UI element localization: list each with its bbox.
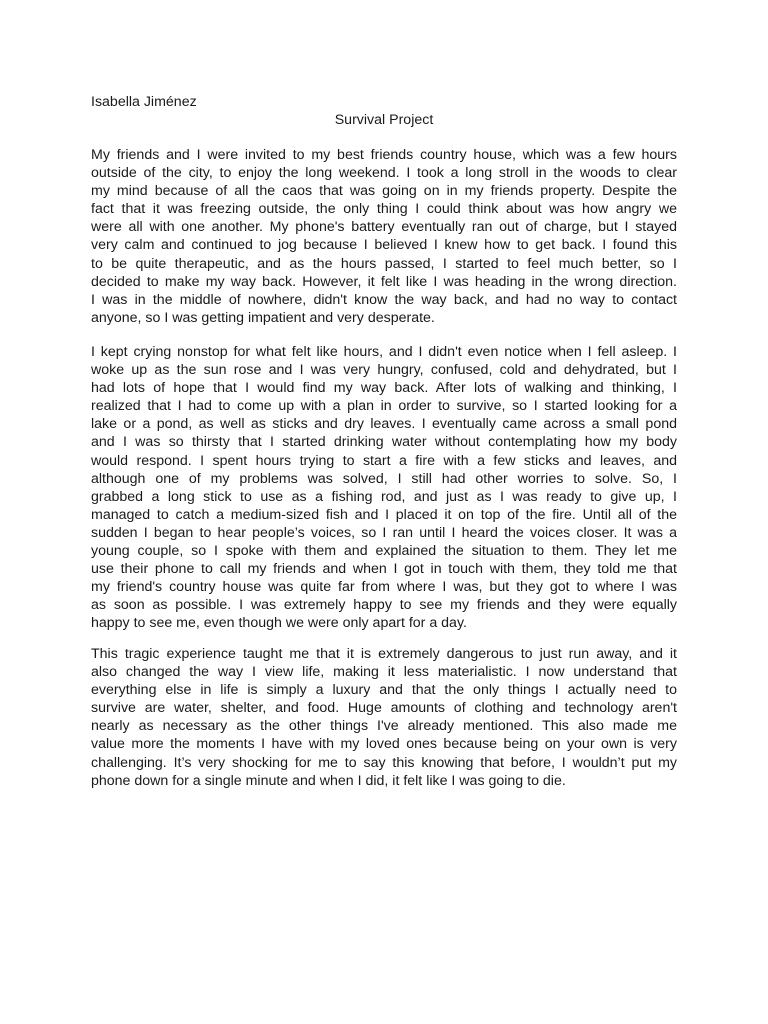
text-line xyxy=(91,452,677,470)
text-line xyxy=(91,273,677,291)
text-line xyxy=(91,291,677,309)
text-line-content: to be quite therapeutic, and as the hours passed, I started to feel much better, so I xyxy=(91,255,677,272)
text-line xyxy=(91,146,677,164)
text-line-content: had lots of hope that I would find my way back. After lots of walking and thinking, I xyxy=(91,380,677,397)
text-line-content: challenging. It’s very shocking for me to say this knowing that before, I wouldn’t put my xyxy=(91,754,677,771)
text-line-content: value more the moments I have with my loved ones because being on your own is very xyxy=(91,736,677,753)
text-line xyxy=(91,200,677,218)
text-line-content: I kept crying nonstop for what felt like hours, and I didn't even notice when I fell asleep. I xyxy=(91,344,677,360)
document-title xyxy=(0,112,768,129)
text-line-content: realized that I had to come up with a plan in order to survive, so I started looking for a xyxy=(91,398,677,415)
text-line-content: also changed the way I view life, making it less materialistic. I now understand that xyxy=(91,664,677,681)
paragraph-2 xyxy=(91,343,677,633)
text-line xyxy=(91,717,677,735)
text-line-content: outside of the city, to enjoy the long weekend. I took a long stroll in the woods to clear xyxy=(91,165,677,182)
text-line xyxy=(91,361,677,379)
text-line-content: as soon as possible. I was extremely happy to see my friends and they were equally xyxy=(91,597,677,614)
text-line xyxy=(91,663,677,681)
text-line-content: anyone, so I was getting impatient and very desperate. xyxy=(91,309,435,326)
text-line-content: My friends and I were invited to my best friends country house, which was a few hours xyxy=(91,147,677,163)
text-line xyxy=(91,415,677,433)
text-line xyxy=(91,699,677,717)
text-line-content: lake or a pond, as well as sticks and dry leaves. I eventually came across a small pond xyxy=(91,416,677,433)
text-line-content: were all with one another. My phone's battery eventually ran out of charge, but I stayed xyxy=(91,219,677,236)
text-line xyxy=(91,681,677,699)
text-line xyxy=(91,754,677,772)
text-line xyxy=(91,578,677,596)
author-name: Isabella Jiménez xyxy=(91,94,197,110)
text-line-content: woke up as the sun rose and I was very hungry, confused, cold and dehydrated, but I xyxy=(91,362,677,379)
text-line xyxy=(91,735,677,753)
text-line-content: use their phone to call my friends and when I got in touch with them, they told me that xyxy=(91,561,677,578)
text-line-content: I was in the middle of nowhere, didn't know the way back, and had no way to contact xyxy=(91,291,677,308)
text-line-content: grabbed a long stick to use as a fishing rod, and just as I was ready to give up, I xyxy=(91,488,677,505)
text-line-content: phone down for a single minute and when I did, it felt like I was going to die. xyxy=(91,772,566,789)
text-line-content: although one of my problems was solved, I still had other worries to solve. So, I xyxy=(91,470,677,487)
text-line-content: would respond. I spent hours trying to start a fire with a few sticks and leaves, and xyxy=(91,452,677,469)
text-line-content: my mind because of all the caos that was going on in my friends property. Despite the xyxy=(91,183,677,200)
text-line-content: my friend's country house was quite far from where I was, but they got to where I was xyxy=(91,579,677,596)
text-line xyxy=(91,488,677,506)
text-line-content: happy to see me, even though we were only apart for a day. xyxy=(91,615,467,632)
text-line xyxy=(91,772,677,790)
text-line-content: very calm and continued to jog because I believed I knew how to get back. I found this xyxy=(91,237,677,254)
text-line-content: decided to make my way back. However, it felt like I was heading in the wrong direction. xyxy=(91,273,677,290)
text-line-content: and I was so thirsty that I started drinking water without contemplating how my body xyxy=(91,434,677,451)
text-line-content: managed to catch a medium-sized fish and I placed it on top of the fire. Until all of the xyxy=(91,506,677,523)
text-line xyxy=(91,433,677,451)
text-line xyxy=(91,560,677,578)
text-line xyxy=(91,506,677,524)
text-line xyxy=(91,596,677,614)
document-title-text: Survival Project xyxy=(334,112,434,128)
text-line xyxy=(91,379,677,397)
text-line xyxy=(91,470,677,488)
text-line xyxy=(91,645,677,663)
text-line-content: sudden I began to hear people’s voices, so I ran until I heard the voices closer. It was a xyxy=(91,524,677,541)
text-line xyxy=(91,309,677,327)
text-line xyxy=(91,614,677,632)
text-line xyxy=(91,524,677,542)
text-line xyxy=(91,236,677,254)
paragraph-3 xyxy=(91,645,677,790)
text-line xyxy=(91,397,677,415)
paragraph-1 xyxy=(91,146,677,327)
text-line xyxy=(91,164,677,182)
text-line xyxy=(91,542,677,560)
text-line-content: nearly as necessary as the other things I've already mentioned. This also made me xyxy=(91,718,677,735)
text-line xyxy=(91,218,677,236)
text-line-content: This tragic experience taught me that it is extremely dangerous to just run away, and it xyxy=(91,646,677,662)
text-line-content: fact that it was freezing outside, the only thing I could think about was how angry we xyxy=(91,201,677,218)
text-line-content: survive are water, shelter, and food. Huge amounts of clothing and technology aren't xyxy=(91,700,677,717)
text-line-content: young couple, so I spoke with them and explained the situation to them. They let me xyxy=(91,543,677,560)
text-line xyxy=(91,343,677,361)
text-line-content: everything else in life is simply a luxury and that the only things I actually need to xyxy=(91,682,677,699)
text-line xyxy=(91,182,677,200)
text-line xyxy=(91,255,677,273)
